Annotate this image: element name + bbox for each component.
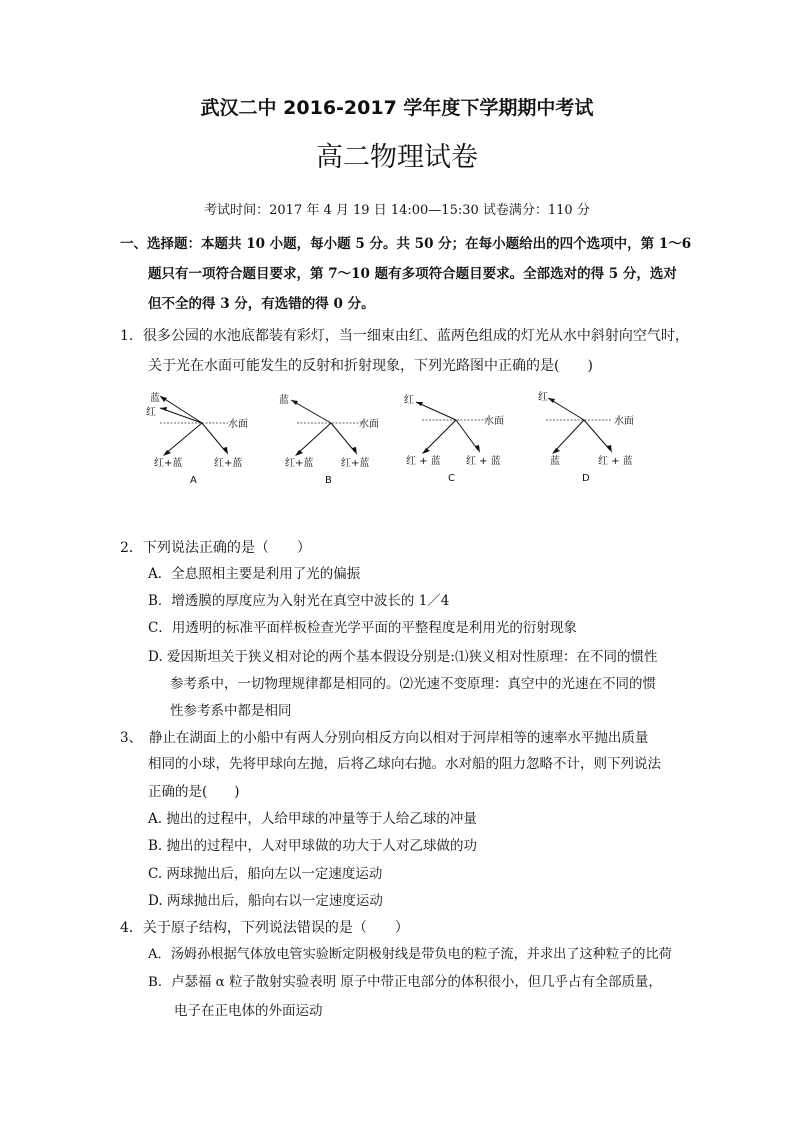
question-4-option-b-line-2: 电子在正电体的外面运动 [174,1003,323,1019]
question-4-stem: 4．关于原子结构，下列说法错误的是（ ） [120,920,409,936]
question-1-line-2: 关于光在水面可能发生的反射和折射现象，下列光路图中正确的是( ) [148,358,593,374]
diagram-c-water-label: 水面 [484,416,504,427]
diagram-a [140,388,260,488]
question-2-option-d-line-3: 性参考系中都是相同 [170,703,292,719]
question-3-line-1: 3、 静止在湖面上的小船中有两人分别向相反方向以相对于河岸相等的速率水平抛出质量 [120,730,649,746]
diagram-c-top1: 红 [404,395,414,406]
question-2-option-b: B．增透膜的厚度应为入射光在真空中波长的 1／4 [148,593,450,609]
diagram-a-bottom-right: 红+蓝 [214,458,243,469]
diagram-b-water-label: 水面 [359,419,379,430]
diagram-d-bottom-right: 红 + 蓝 [598,456,633,467]
diagram-b [275,388,395,488]
diagram-b-letter: B [325,475,332,486]
diagram-d [532,388,656,488]
diagram-a-top2: 红 [146,407,156,418]
diagram-d-bottom-left: 蓝 [550,456,560,467]
diagram-a-letter: A [190,475,197,486]
question-4-option-a: A．汤姆孙根据气体放电管实验断定阴极射线是带负电的粒子流，并求出了这种粒子的比荷 [148,947,672,962]
diagram-c-letter: C [448,473,455,484]
question-3-option-d: D. 两球抛出后，船向右以一定速度运动 [148,893,383,909]
diagram-d-letter: D [582,473,590,484]
question-2-option-a: A．全息照相主要是利用了光的偏振 [148,566,361,582]
diagram-b-bottom-left: 红+蓝 [285,458,314,469]
question-2-option-d-line-1: D. 爱因斯坦关于狭义相对论的两个基本假设分别是:⑴狭义相对性原理：在不同的惯性 [148,649,658,665]
question-4-option-b-line-1: B．卢瑟福 α 粒子散射实验表明 原子中带正电部分的体积很小，但几乎占有全部质量， [148,975,662,990]
section-instructions-line-3: 但不全的得 3 分，有选错的得 0 分。 [148,296,375,312]
diagram-a-top1: 蓝 [150,393,160,404]
exam-meta: 考试时间：2017 年 4 月 19 日 14:00—15:30 试卷满分：110 分 [204,203,590,218]
question-3-option-a: A. 抛出的过程中，人给甲球的冲量等于人给乙球的冲量 [148,811,477,827]
diagram-a-water-label: 水面 [228,419,248,430]
section-instructions-line-2: 题只有一项符合题目要求，第 7～10 题有多项符合题目要求。全部选对的得 5 分，选对 [148,266,677,282]
diagram-b-bottom-right: 红+蓝 [341,458,370,469]
section-instructions-line-1: 一、选择题：本题共 10 小题，每小题 5 分。共 50 分；在每小题给出的四个选项中，第 1～6 [120,236,692,252]
question-3-option-c: C. 两球抛出后，船向左以一定速度运动 [148,866,383,882]
diagram-d-water-label: 水面 [614,416,634,427]
diagram-a-bottom-left: 红+蓝 [154,458,183,469]
question-3-line-3: 正确的是( ) [148,784,240,800]
diagram-c-bottom-right: 红 + 蓝 [466,456,501,467]
diagram-d-top1: 红 [538,392,548,403]
question-2-option-c: C．用透明的标准平面样板检查光学平面的平整程度是利用光的衍射现象 [148,620,577,636]
question-2-option-d-line-2: 参考系中，一切物理规律都是相同的。⑵光速不变原理：真空中的光速在不同的惯 [170,676,656,692]
exam-title: 武汉二中 2016-2017 学年度下学期期中考试 [200,97,594,119]
diagram-c-bottom-left: 红 + 蓝 [406,456,441,467]
diagram-b-top1: 蓝 [279,395,289,406]
exam-subtitle: 高二物理试卷 [316,142,478,173]
question-2-stem: 2．下列说法正确的是（ ） [120,540,311,556]
question-3-option-b: B. 抛出的过程中，人对甲球做的功大于人对乙球做的功 [148,838,478,854]
question-3-line-2: 相同的小球，先将甲球向左抛，后将乙球向右抛。水对船的阻力忽略不计，则下列说法 [148,756,661,772]
question-1-line-1: 1．很多公园的水池底都装有彩灯，当一细束由红、蓝两色组成的灯光从水中斜射向空气时， [120,328,689,344]
diagram-c [398,388,518,488]
